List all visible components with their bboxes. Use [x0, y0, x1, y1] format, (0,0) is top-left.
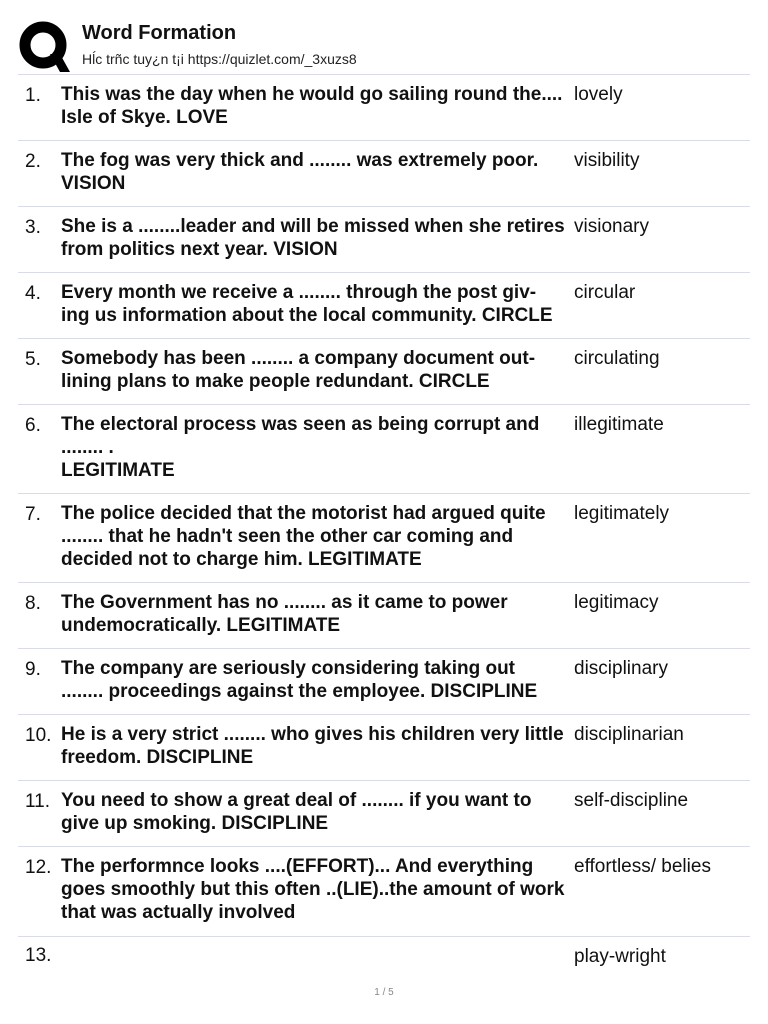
card-number: 1.: [25, 85, 41, 106]
flashcard-row: [18, 74, 750, 141]
card-number: 8.: [25, 593, 41, 614]
page-number: 1 / 5: [374, 987, 394, 998]
card-definition: effortless/ belies: [574, 856, 711, 877]
flashcard-row: [18, 936, 750, 987]
card-definition: legitimately: [574, 503, 670, 524]
flashcard-row: [18, 582, 750, 649]
card-definition: visionary: [574, 216, 649, 237]
card-definition: circulating: [574, 348, 660, 369]
flashcard-row: [18, 780, 750, 847]
card-number: 7.: [25, 504, 41, 525]
card-number: 12.: [25, 857, 52, 878]
page-header: [0, 0, 768, 74]
card-definition: legitimacy: [574, 592, 659, 613]
card-definition: illegitimate: [574, 414, 664, 435]
flashcard-row: [18, 206, 750, 273]
card-number: 9.: [25, 659, 41, 680]
card-number: 13.: [25, 945, 52, 966]
card-number: 6.: [25, 415, 41, 436]
flashcard-row: [18, 714, 750, 781]
card-definition: visibility: [574, 150, 640, 171]
card-definition: self-discipline: [574, 790, 689, 811]
flashcard-row: [18, 272, 750, 339]
quizlet-q-logo-icon: [18, 20, 70, 72]
card-number: 3.: [25, 217, 41, 238]
set-subtitle: Hĺc trñc tuy¿n t¡i https://quizlet.com/_3xuzs8: [82, 51, 357, 67]
card-number: 5.: [25, 349, 41, 370]
flashcard-row: [18, 404, 750, 494]
card-definition: lovely: [574, 84, 623, 105]
card-term: The company are seriously considering taking out ........ proceedings against the employee. DISCIPLINE: [61, 658, 538, 702]
card-definition: disciplinarian: [574, 724, 684, 745]
card-term: You need to show a great deal of ........ if you want to give up smoking. DISCIPLINE: [61, 790, 532, 834]
flashcard-row: [18, 493, 750, 583]
card-term: The performnce looks ....(EFFORT)... And everything goes smoothly but this often ..(LIE)..the amount of work that was actually involved: [61, 856, 565, 923]
card-term: She is a ........leader and will be missed when she retires from politics next year. VISION: [61, 216, 565, 260]
flashcard-row: [18, 846, 750, 937]
flashcard-row: [18, 338, 750, 405]
card-term: Every month we receive a ........ through the post giv- ing us information about the local community. CIRCLE: [61, 282, 553, 326]
card-term: The police decided that the motorist had argued quite ........ that he hadn't seen the other car coming and decided not to charge him. LEGITIMATE: [61, 503, 546, 570]
flashcard-row: [18, 140, 750, 207]
card-number: 2.: [25, 151, 41, 172]
card-term: The fog was very thick and ........ was extremely poor. VISION: [61, 150, 539, 194]
set-title: Word Formation: [82, 22, 237, 44]
card-term: The Government has no ........ as it came to power undemocratically. LEGITIMATE: [61, 592, 508, 636]
card-term: This was the day when he would go sailing round the.... Isle of Skye. LOVE: [61, 84, 563, 128]
card-term: He is a very strict ........ who gives his children very little freedom. DISCIPLINE: [61, 724, 564, 768]
card-definition: play-wright: [574, 946, 666, 967]
card-number: 11.: [25, 791, 51, 812]
card-term: Somebody has been ........ a company document out- lining plans to make people redundant. CIRCLE: [61, 348, 536, 392]
card-definition: disciplinary: [574, 658, 668, 679]
card-number: 10.: [25, 725, 52, 746]
card-definition: circular: [574, 282, 636, 303]
card-term: The electoral process was seen as being corrupt and ........ . LEGITIMATE: [61, 414, 540, 481]
card-number: 4.: [25, 283, 41, 304]
flashcard-row: [18, 648, 750, 715]
